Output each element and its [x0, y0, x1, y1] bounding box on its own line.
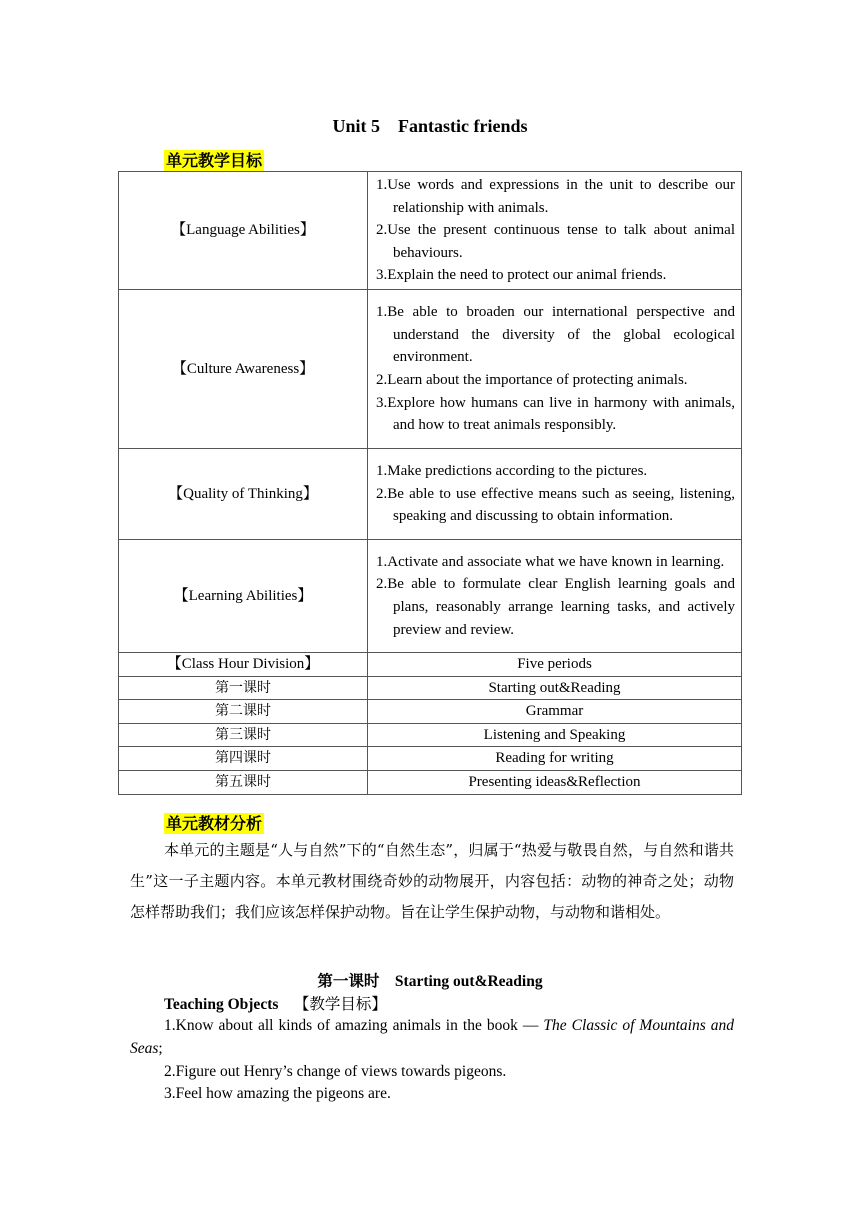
list-item: 2.Be able to use effective means such as seeing, listening, speaking and discussing to obtain information. [376, 485, 735, 525]
table-row [119, 700, 742, 724]
period-content: Presenting ideas&Reflection [368, 770, 742, 794]
objective-items [368, 539, 742, 652]
period-label: 第一课时 [119, 676, 368, 700]
objective-line-2 [130, 1060, 734, 1083]
list-item: 3.Explain the need to protect our animal friends. [376, 267, 667, 284]
list-item: 2.Be able to formulate clear English learning goals and plans, reasonably arrange learning tasks, and actively preview and review. [376, 576, 735, 638]
table-row [119, 289, 742, 448]
table-row [119, 747, 742, 771]
list-item: 1.Activate and associate what we have known in learning. [376, 553, 725, 570]
list-item: 1.Be able to broaden our international perspective and understand the diversity of the global ecological environment. [376, 304, 735, 366]
table-row [119, 172, 742, 290]
list-item: 2.Use the present continuous tense to talk about animal behaviours. [376, 222, 735, 261]
list-item: 3.Explore how humans can live in harmony with animals, and how to treat animals responsibly. [376, 394, 735, 434]
period1-title [0, 969, 860, 991]
objective-label: 【Learning Abilities】 [119, 539, 368, 652]
objective-label: 【Quality of Thinking】 [119, 448, 368, 539]
teaching-objects-label: Teaching Objects [164, 996, 279, 1013]
objective-text: 1.Know about all kinds of amazing animals in the book — [164, 1017, 539, 1034]
table-row [119, 539, 742, 652]
class-hour-value: Five periods [368, 652, 742, 676]
highlighted-heading: 单元教学目标 [166, 151, 263, 170]
objective-label: 【Language Abilities】 [119, 172, 368, 290]
objectives-table [118, 171, 742, 795]
list-item: 2.Learn about the importance of protecting animals. [376, 371, 688, 388]
period-label: 第五课时 [119, 770, 368, 794]
objective-items [368, 448, 742, 539]
section-heading-analysis [164, 811, 264, 834]
period-label: 第三课时 [119, 723, 368, 747]
objective-text: 3.Feel how amazing the pigeons are. [164, 1085, 391, 1102]
book-title: The Classic of Mountains and Seas [130, 1017, 735, 1057]
class-hour-label: 【Class Hour Division】 [119, 652, 368, 676]
period-content: Starting out&Reading [368, 676, 742, 700]
objective-items [368, 289, 742, 448]
table-row [119, 652, 742, 676]
period-content: Grammar [368, 700, 742, 724]
period1-title-en: Starting out&Reading [394, 973, 543, 990]
objective-line-3 [130, 1082, 734, 1105]
highlighted-heading: 单元教材分析 [166, 814, 263, 833]
objective-text: 2.Figure out Henry’s change of views towards pigeons. [164, 1063, 507, 1080]
objective-line-1 [130, 1014, 734, 1060]
teaching-objects-cn: 【教学目标】 [293, 995, 387, 1013]
table-row [119, 448, 742, 539]
analysis-paragraph: 本单元的主题是“人与自然”下的“自然生态”，归属于“热爱与敬畏自然，与自然和谐共生”这一子主题内容。本单元教材围绕奇妙的动物展开，内容包括：动物的神奇之处；动物怎样帮助我们；我们应该怎样保护动物。旨在让学生保护动物，与动物和谐相处。 [130, 841, 734, 921]
objective-items [368, 172, 742, 290]
table-row [119, 770, 742, 794]
period-label: 第四课时 [119, 747, 368, 771]
period1-title-cn: 第一课时 [317, 971, 380, 990]
table-row [119, 676, 742, 700]
table-row [119, 723, 742, 747]
teaching-objects-heading [164, 992, 387, 1014]
period-content: Listening and Speaking [368, 723, 742, 747]
unit-title: Unit 5 Fantastic friends [332, 116, 528, 136]
objective-punct: ; [158, 1040, 163, 1057]
period-label: 第二课时 [119, 700, 368, 724]
period-content: Reading for writing [368, 747, 742, 771]
objective-label: 【Culture Awareness】 [119, 289, 368, 448]
list-item: 1.Use words and expressions in the unit to describe our relationship with animals. [376, 177, 735, 216]
section-heading-objectives [164, 148, 264, 171]
list-item: 1.Make predictions according to the pictures. [376, 463, 648, 480]
